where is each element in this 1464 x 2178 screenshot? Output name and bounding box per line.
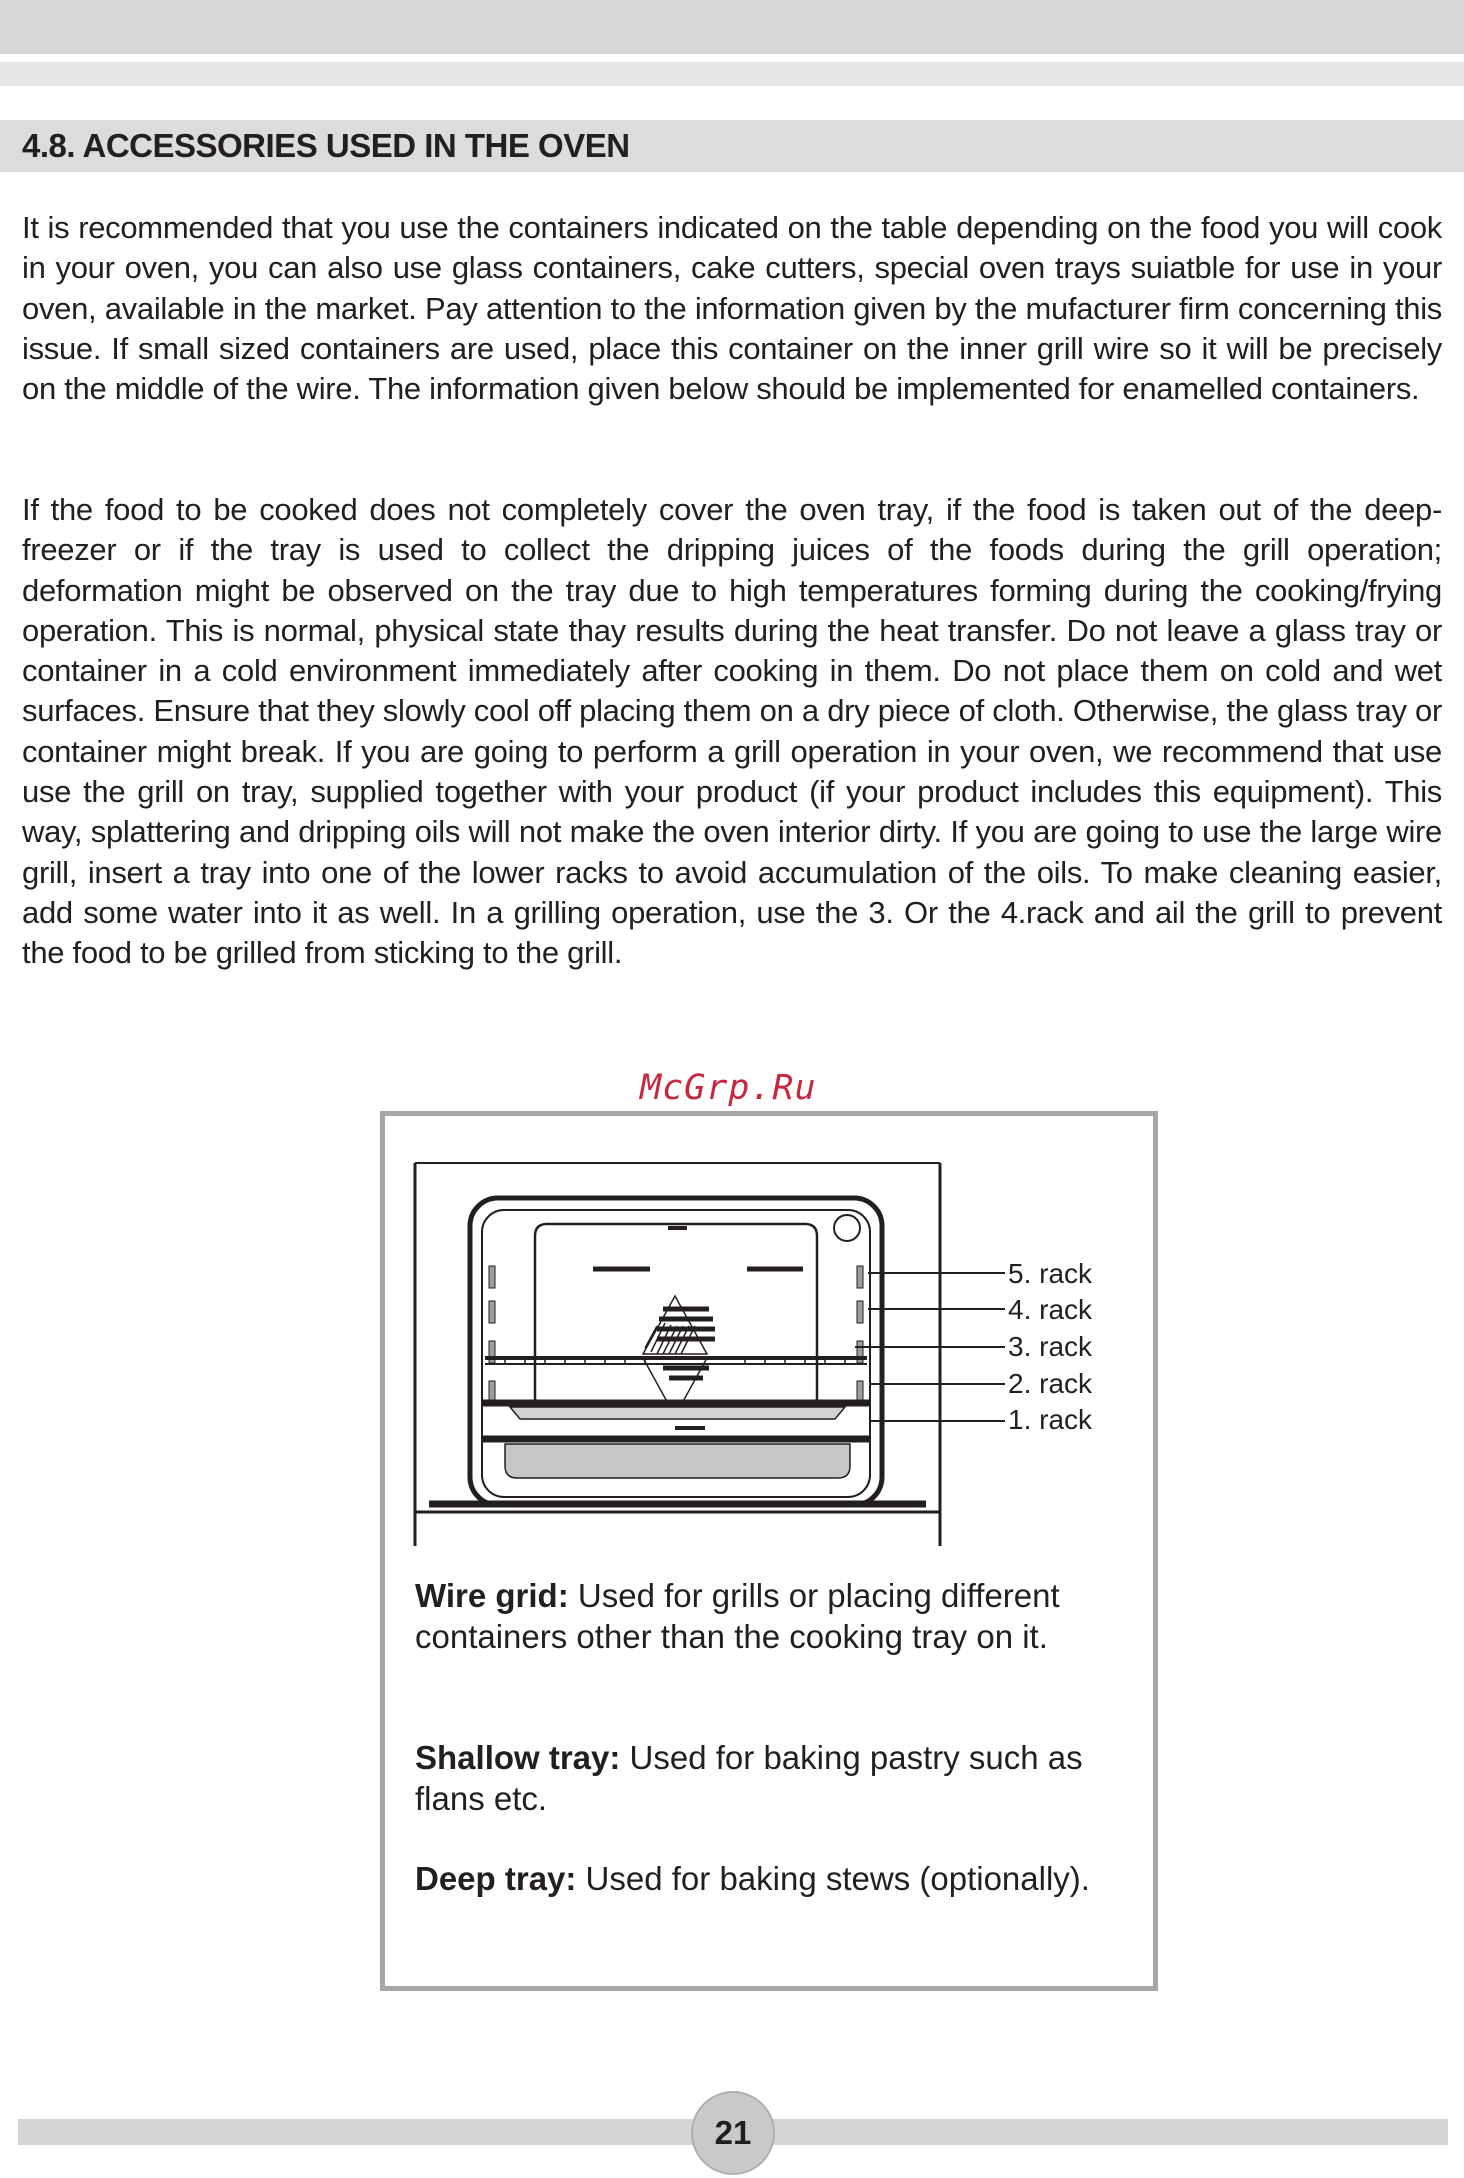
deep-tray-text: Used for baking stews (optionally).	[576, 1860, 1090, 1897]
top-header-band	[0, 0, 1464, 54]
rack-label-1: 1. rack	[1008, 1404, 1093, 1435]
wire-grid-term: Wire grid:	[415, 1577, 569, 1614]
rack-label-3: 3. rack	[1008, 1331, 1093, 1362]
top-header-band-secondary	[0, 62, 1464, 86]
rack-label-4: 4. rack	[1008, 1294, 1093, 1325]
page-number-badge	[691, 2091, 775, 2175]
paragraph-deformation: If the food to be cooked does not completely cover the oven tray, if the food is taken out of the deep-freezer or if the tray is used to collect the dripping juices of the foods during the grill operation; deformation might be observed on the tray due to high temperatures forming during the cooking/frying operation. This is normal, physical state thay results during the heat transfer. Do not leave a glass tray or container in a cold environment immediately after cooking in them. Do not place them on cold and wet surfaces. Ensure that they slowly cool off placing them on a dry piece of cloth. Otherwise, the glass tray or container might break. If you are going to perform a grill operation in your oven, we recommend that use use the grill on tray, supplied together with your product (if your product includes this equipment). This way, splattering and dripping oils will not make the oven interior dirty. If you are going to use the large wire grill, insert a tray into one of the lower racks to avoid accumulation of the oils. To make cleaning easier, add some water into it as well. In a grilling operation, use the 3. Or the 4.rack and ail the grill to prevent the food to be grilled from sticking to the grill.	[22, 492, 1442, 971]
rack-label-5: 5. rack	[1008, 1258, 1093, 1289]
rack-leader-lines	[855, 1273, 1005, 1421]
deep-tray	[481, 1439, 871, 1478]
watermark: McGrp.Ru	[640, 1068, 817, 1108]
paragraph-containers: It is recommended that you use the containers indicated on the table depending on the food you will cook in your oven, you can also use glass containers, cake cutters, special oven trays suiatble for use in your oven, available in the market. Pay attention to the information given by the mufacturer firm concerning this issue. If small sized containers are used, place this container on the inner grill wire so it will be precisely on the middle of the wire. The information given below should be implemented for enamelled containers.	[22, 210, 1442, 407]
rack-label-2: 2. rack	[1008, 1368, 1093, 1399]
wire-grid-description	[415, 1576, 1115, 1657]
oven-rack-diagram	[385, 1116, 1153, 1546]
shallow-tray-term: Shallow tray:	[415, 1739, 621, 1776]
shallow-tray-description	[415, 1738, 1115, 1819]
deep-tray-term: Deep tray:	[415, 1860, 577, 1897]
section-title: 4.8. ACCESSORIES USED IN THE OVEN	[0, 120, 1464, 172]
deep-tray-description	[415, 1859, 1115, 1900]
wire-grid-text: Used for grills or placing different containers other than the cooking tray on it.	[415, 1577, 1060, 1655]
wire-grid	[485, 1358, 867, 1365]
shallow-tray	[481, 1403, 871, 1419]
page-number: 21	[714, 2114, 752, 2151]
rack-slots	[489, 1266, 863, 1403]
shallow-tray-text: Used for baking pastry such as flans etc.	[415, 1739, 1083, 1817]
accessories-figure	[380, 1111, 1158, 1991]
